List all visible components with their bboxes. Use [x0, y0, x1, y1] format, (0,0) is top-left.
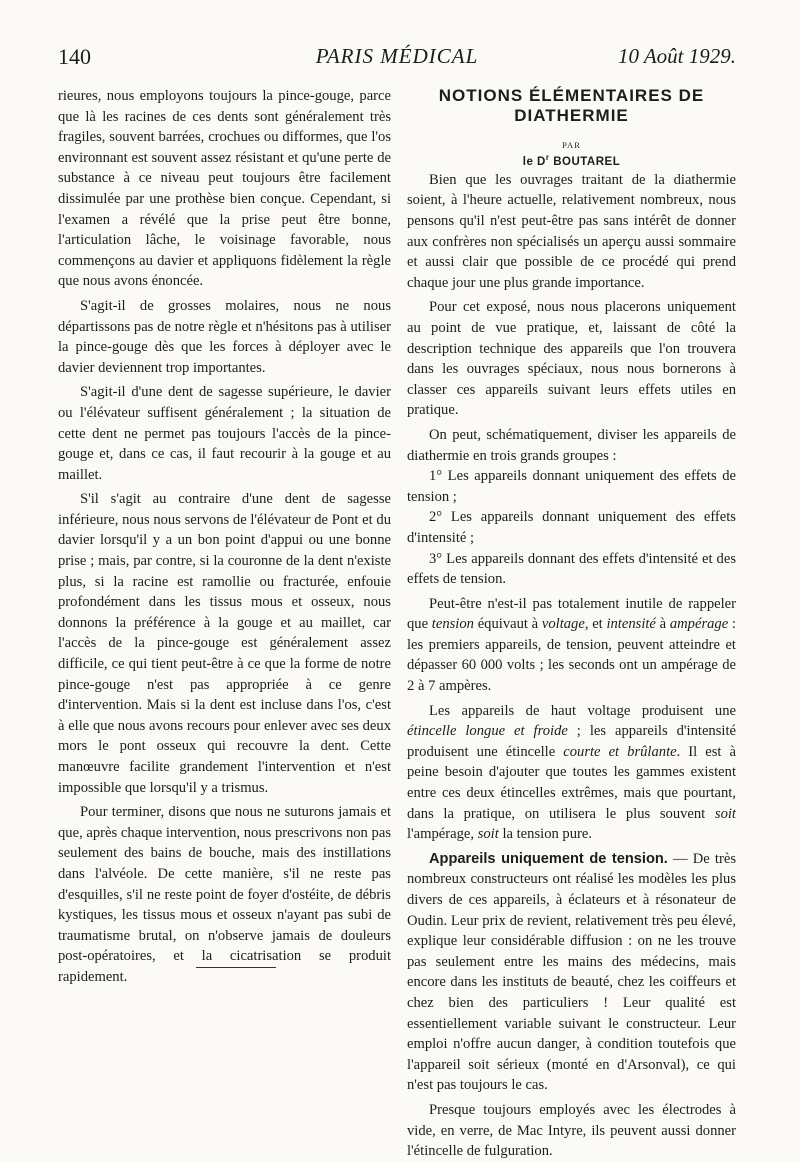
right-paragraph-2: Pour cet exposé, nous nous placerons uniquement au point de vue pratique, et, laissant de côté la description technique des appareils que l'on trouvera dans les ouvrages spéciaux, nous nous bornerons à classer ces appareils suivant leurs effets utiles en pratique. [407, 299, 736, 419]
section-heading: Appareils uniquement de tension. [429, 850, 668, 867]
left-paragraph-3: S'agit-il d'une dent de sagesse supérieure, le davier ou l'élévateur suffisent généralement ; la situation de cette dent ne permet pas toujours l'accès de la pince-gouge et, dans ce cas, il faut recourir à la gouge et au maillet. [58, 384, 391, 483]
journal-title: PARIS MÉDICAL [315, 44, 479, 68]
text-run: l'ampérage, [407, 826, 478, 843]
right-paragraph-5 [407, 701, 736, 845]
right-paragraph-4 [407, 594, 736, 697]
left-paragraph-5: Pour terminer, disons que nous ne suturons jamais et que, après chaque intervention, nous prescrivons non pas seulement des bains de bouche, mais des instillations dans l'alvéole. De cette manière, s'il ne reste pas d'esquilles, s'il ne reste point de foyer d'ostéite, de débris kystiques, les tissus mous et osseux n'ayant pas subi de traumatisme brutal, on n'observe jamais de douleurs post-opératoires, et la cicatrisation se produit rapidement. [58, 804, 391, 985]
list-item-2: 2° Les appareils donnant uniquement des effets d'intensité ; [407, 509, 736, 546]
right-paragraph-3: On peut, schématiquement, diviser les appareils de diathermie en trois grands groupes : [407, 426, 736, 464]
byline-par: PAR [562, 140, 581, 150]
right-paragraph-1: Bien que les ouvrages traitant de la diathermie soient, à l'heure actuelle, relativement nombreux, nous pensons qu'il n'est peut-être pas sans intérêt de donner aux confrères non spécialisés un aperçu aussi sommaire et aussi clair que possible de ce procédé qui prend chaque jour une plus grande importance. [407, 171, 736, 291]
text-run: — De très nombreux constructeurs ont réalisé les modèles les plus divers de ces appareils, à éclateurs et à résonateur de Oudin. Leur prix de revient, relativement très peu élevé, explique leur considérable diffusion : on ne les trouve pas seulement entre les mains des médecins, mais encore dans les instituts de beauté, chez les coiffeurs et chez bien des particuliers ! Leur qualité est essentiellement variable suivant le constructeur. Leur emploi n'offre aucun danger, à condition toutefois que l'appareil soit sérieux (monté en d'Arsonval), ce qui n'est pas toujours le cas. [407, 850, 736, 1094]
author-prefix: le D [522, 155, 546, 168]
text-run: , et [584, 616, 607, 633]
left-paragraph-4: S'il s'agit au contraire d'une dent de sagesse inférieure, nous nous servons de l'élévateur de Pont et du davier lorsqu'il y a un bon point d'appui ou une bonne prise ; mais, par contre, si la couronne de la dent n'existe plus, si la racine est ramollie ou fracturée, enfouie profondément dans les tissus mous et osseux, nous donnons la préférence à la gouge et au maillet, car l'accès de la pince-gouge est généralement assez difficile, ce qui tient peut-être à ce que la forme de notre pince-gouge n'est pas appropriée à ce genre d'intervention. Mais si la dent est incluse dans l'os, c'est à elle que nous avons recours pour enlever avec ses deux mors le pont osseux qui recouvre la dent. Cette manœuvre facilite grandement l'intervention et n'est impossible que lorsqu'il y a trismus. [58, 491, 391, 796]
page-number: 140 [58, 44, 91, 69]
right-column [407, 86, 736, 1162]
right-paragraph-6 [407, 849, 736, 1096]
text-run: à [655, 616, 670, 633]
right-paragraph-7: Presque toujours employés avec les électrodes à vide, en verre, de Mac Intyre, ils peuvent aussi donner l'étincelle de fulguration. [407, 1101, 736, 1160]
running-head [58, 44, 736, 74]
text-run: ; les appareils d'intensité produisent une étincelle [407, 723, 736, 760]
left-paragraph-1: rieures, nous employons toujours la pince-gouge, parce que là les racines de ces dents sont généralement très fragiles, souvent barrées, crochues ou difformes, que l'os environnant est souvent assez résistant et qu'une perte de substance à ce niveau peut toujours être facilement dissimulée par une prothèse bien conçue. Cependant, si l'examen a révélé que la prise peut être bonne, l'articulation lâche, le voisinage favorable, nous commençons au davier et appliquons fidèlement la règle que nous avons énoncée. [58, 88, 391, 290]
list-item-3: 3° Les appareils donnant des effets d'intensité et des effets de tension. [407, 550, 736, 588]
text-run: Les appareils de haut voltage produisent une [429, 702, 736, 719]
left-paragraph-2: S'agit-il de grosses molaires, nous ne nous départissons pas de notre règle et n'hésitons pas à utiliser la pince-gouge dès que les forces à déployer avec le davier deviennent trop importantes. [58, 297, 391, 376]
article-title: NOTIONS ÉLÉMENTAIRES DE DIATHERMIE [438, 86, 705, 125]
italic-term: soit [477, 826, 499, 843]
section-end-rule [196, 967, 276, 968]
text-run: Peut-être n'est-il pas totalement inutile de rappeler que [407, 595, 736, 633]
issue-date: 10 Août 1929. [617, 44, 736, 68]
italic-term: soit [714, 805, 736, 822]
left-column [58, 86, 391, 988]
italic-term: courte et brûlante [563, 743, 677, 760]
italic-term: tension [431, 616, 474, 633]
list-item-1: 1° Les appareils donnant uniquement des effets de tension ; [407, 468, 736, 505]
text-run: . Il est à peine besoin d'ajouter que toutes les gammes existent entre ces deux étincelles extrêmes, mais que pourtant, dans la pratique, on utilisera le plus souvent [407, 743, 736, 822]
italic-term: ampérage [669, 616, 729, 633]
text-run: équivaut à [473, 616, 542, 633]
byline-author [407, 150, 736, 170]
text-run: : les premiers appareils, de tension, peuvent atteindre et dépasser 60 000 volts ; les seconds ont un ampérage de 2 à 7 ampères. [407, 616, 736, 695]
author-name: BOUTAREL [553, 155, 621, 168]
italic-term: étincelle longue et froide [407, 723, 568, 740]
author-prefix-sup: r [545, 153, 550, 162]
italic-term: voltage [541, 616, 585, 633]
text-run: la tension pure. [498, 826, 593, 843]
italic-term: intensité [606, 616, 656, 633]
